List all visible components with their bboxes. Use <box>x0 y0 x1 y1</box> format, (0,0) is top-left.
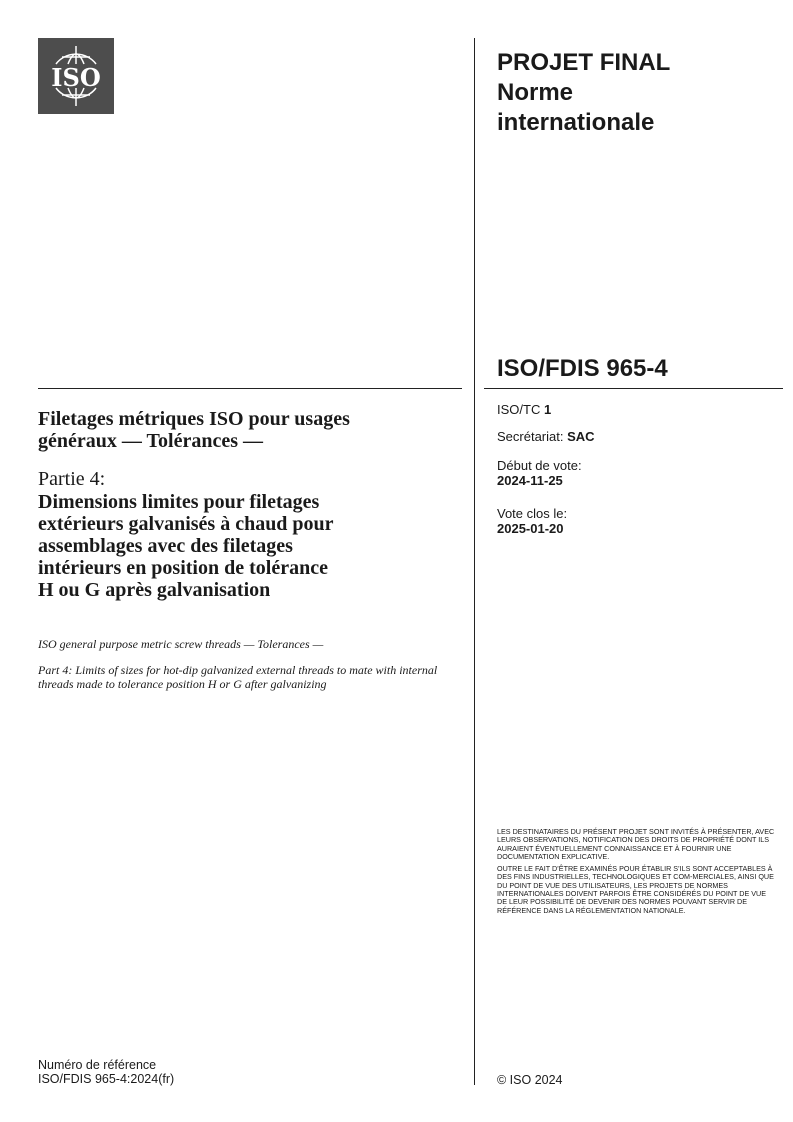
english-title: ISO general purpose metric screw threads — Tolerances — <box>38 637 324 651</box>
type-line: Norme <box>497 79 574 106</box>
secretariat: Secrétariat: SAC <box>497 429 595 444</box>
logo-text: ISO <box>51 63 101 92</box>
document-status <box>497 48 670 138</box>
part-number: Partie 4: <box>38 468 106 490</box>
reference-number: Numéro de référence ISO/FDIS 965-4:2024(fr) <box>38 1058 175 1086</box>
right-rule <box>484 388 783 389</box>
copyright: © ISO 2024 <box>497 1073 563 1087</box>
status-line: PROJET FINAL <box>497 49 671 76</box>
column-divider <box>474 38 475 1085</box>
document-code: ISO/FDIS 965-4 <box>497 355 668 382</box>
left-rule <box>38 388 462 389</box>
vote-end: Vote clos le: 2025-01-20 <box>497 506 568 536</box>
technical-committee: ISO/TC 1 <box>497 402 552 417</box>
main-title: Filetages métriques ISO pour usages généraux — Tolérances — <box>38 408 350 452</box>
draft-notice: LES DESTINATAIRES DU PRÉSENT PROJET SONT INVITÉS À PRÉSENTER, AVEC LEURS OBSERVATIONS, NOTIFICATION DES DROITS DE PROPRIÉTÉ DONT ILS AURAIENT ÉVENTUELLEMENT CONNAISSANCE ET À FOURNIR UNE DOCUMENTATION EXPLICATIVE. OUTRE LE FAIT D’ÊTRE EXAMINÉS POUR ÉTABLIR S’ILS SONT ACCEPTABLES À DES FINS INDUSTRIELLES, TECHNOLOGIQUES ET COM-MERCIALES, AINSI QUE DU POINT DE VUE DES UTILISATEURS, LES PROJETS DE NORMES INTERNATIONALES DOIVENT PARFOIS ÊTRE CONSIDÉRÉS DU POINT DE VUE DE LEUR POSSIBILITÉ DE DEVENIR DES NORMES POUVANT SERVIR DE RÉFÉRENCE DANS LA RÉGLEMENTATION NATIONALE. <box>497 827 775 915</box>
english-part-title: Part 4: Limits of sizes for hot-dip galvanized external threads to mate with internal threads made to tolerance position H or G after galvanizing <box>38 663 438 691</box>
globe-icon <box>38 38 114 114</box>
vote-start: Début de vote: 2024-11-25 <box>497 458 582 488</box>
part-title: Dimensions limites pour filetages extérieurs galvanisés à chaud pour assemblages avec des filetages intérieurs en position de tolérance H ou G après galvanisation <box>38 491 334 601</box>
type-line: internationale <box>497 109 655 136</box>
iso-logo <box>38 38 114 114</box>
